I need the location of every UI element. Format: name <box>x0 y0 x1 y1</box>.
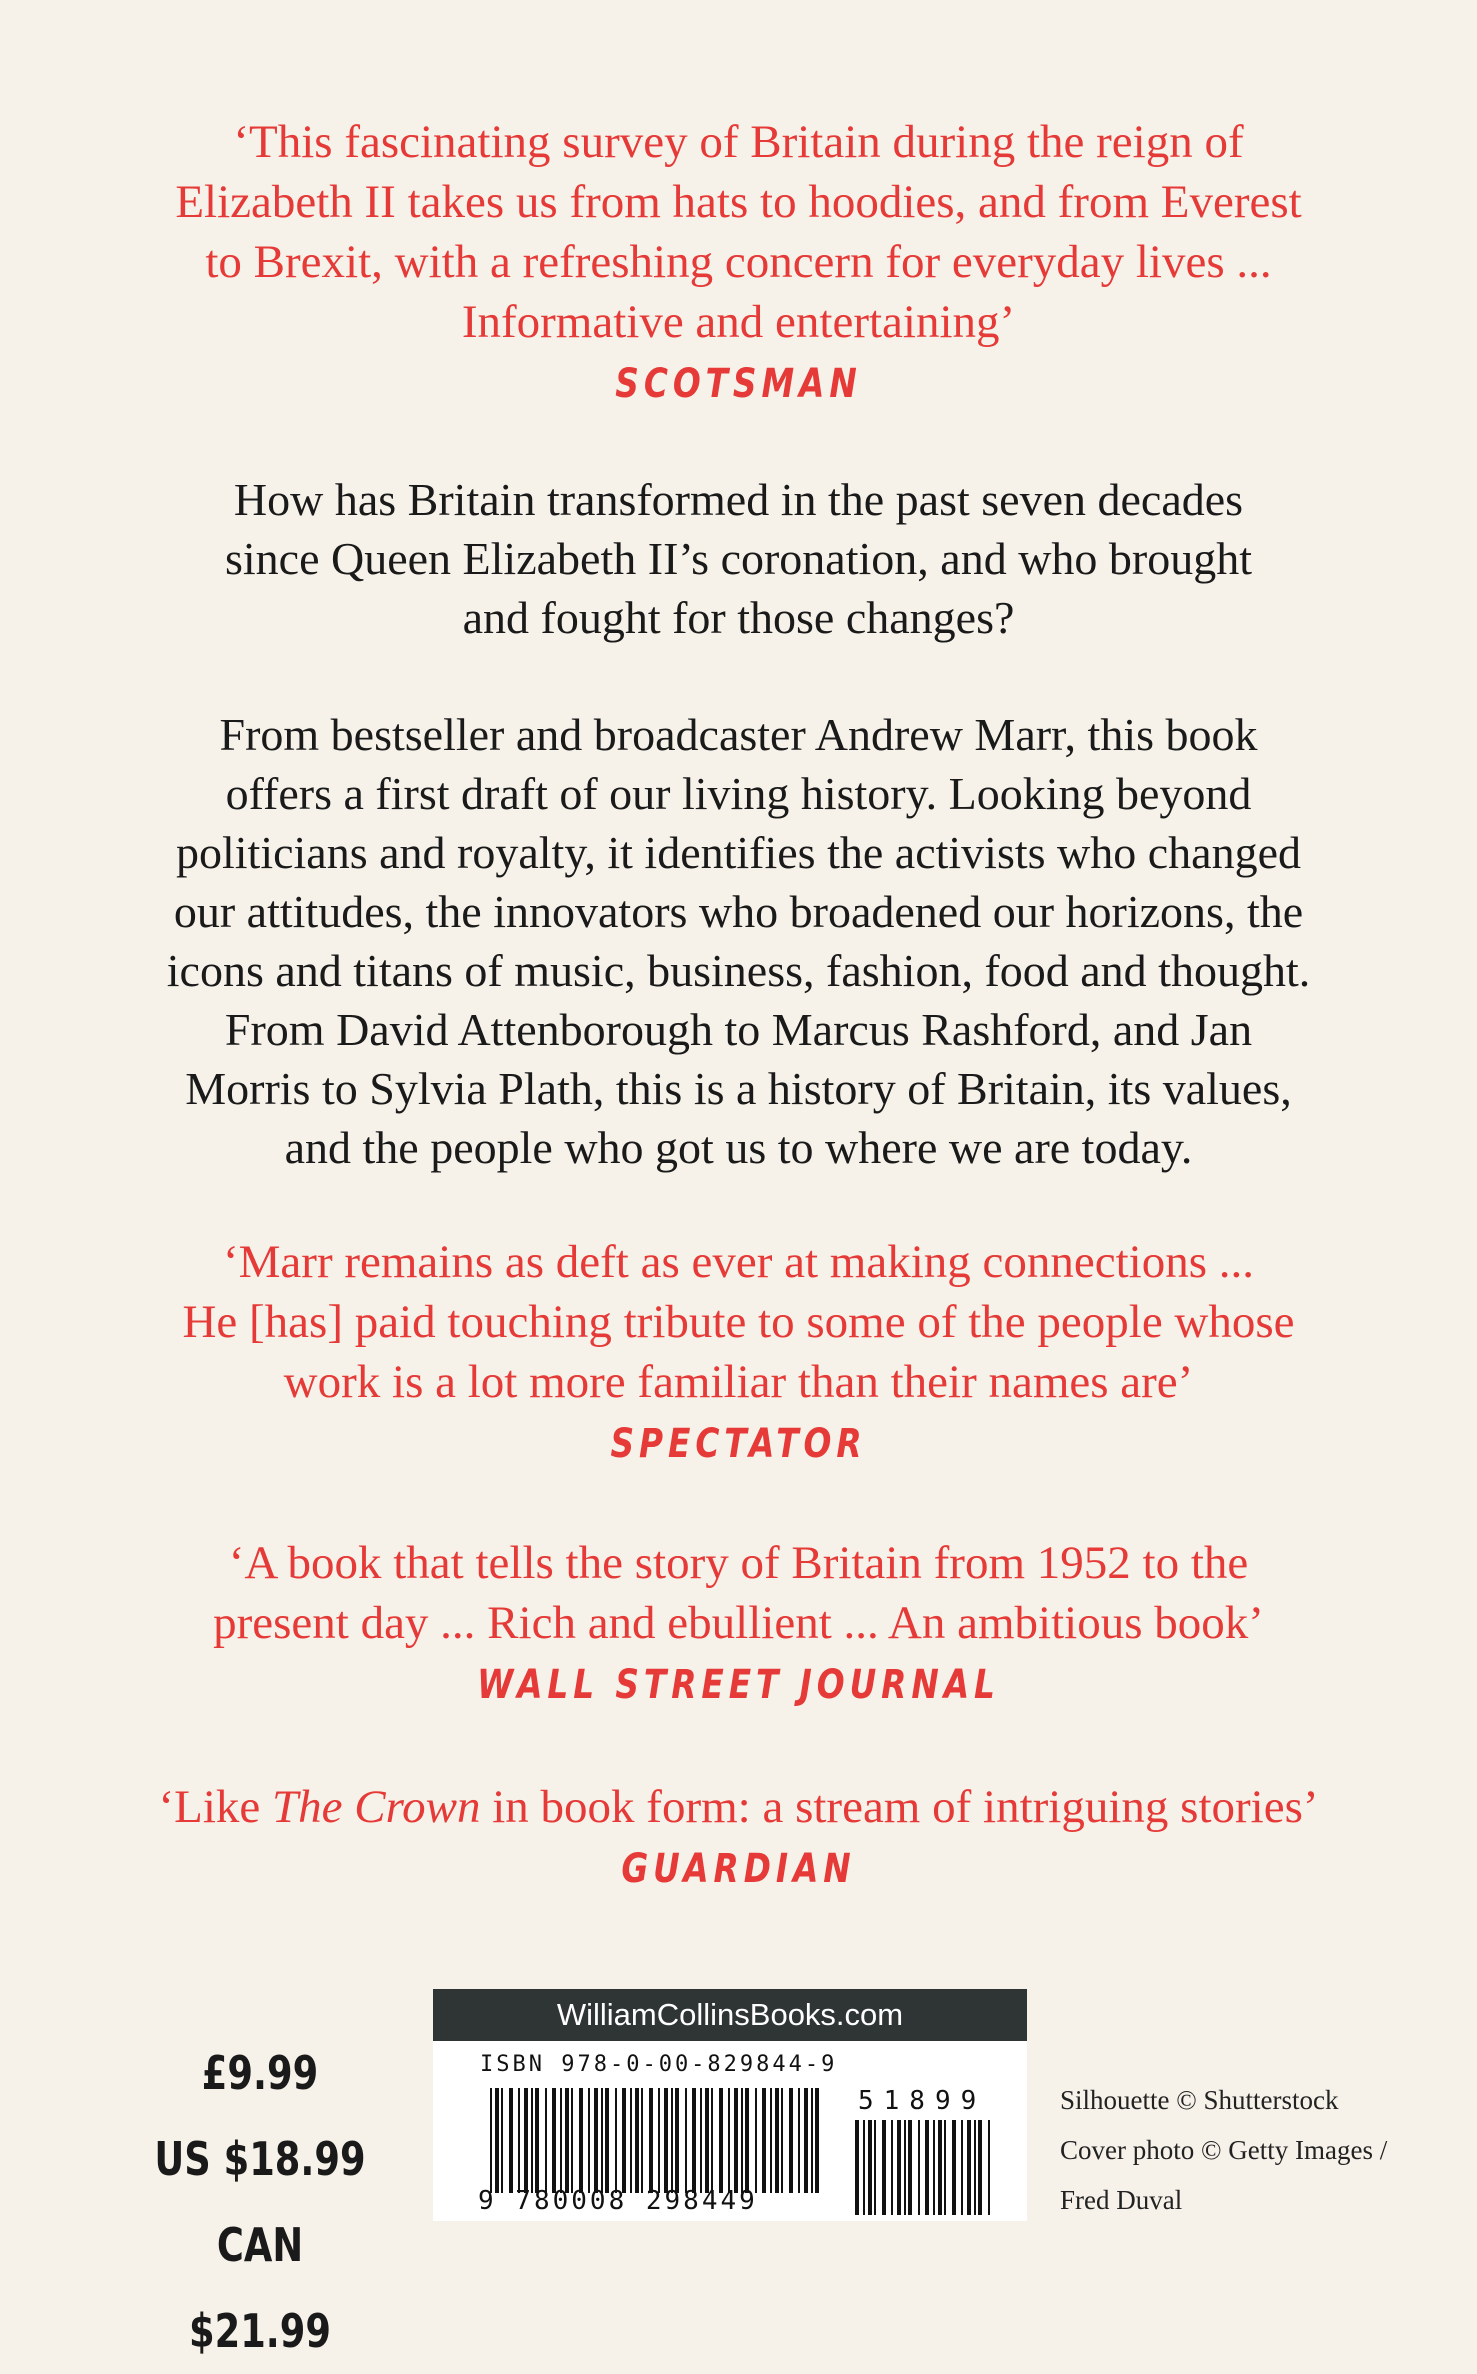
price-can: CAN $21.99 <box>188 2218 331 2358</box>
barcode-bar <box>918 2120 920 2215</box>
barcode-bar <box>755 2088 757 2193</box>
barcode-bar <box>601 2088 603 2193</box>
credit-line: Silhouette © Shutterstock <box>1060 2085 1339 2115</box>
barcode-bar <box>719 2088 723 2193</box>
barcode-bar <box>622 2088 626 2193</box>
barcode-icon <box>490 2088 820 2193</box>
barcode-bar <box>700 2088 702 2193</box>
barcode-bar <box>579 2088 583 2193</box>
barcode-bar <box>863 2120 865 2215</box>
barcode-bar <box>552 2088 556 2193</box>
blurb-paragraph-2 <box>0 705 1477 1177</box>
barcode-bar <box>775 2088 779 2193</box>
barcode-bar <box>692 2088 696 2193</box>
barcode-bar <box>524 2088 528 2193</box>
quote-line: to Brexit, with a refreshing concern for everyday lives ... <box>205 236 1272 288</box>
blurb-line: From David Attenborough to Marcus Rashford, and Jan <box>224 1004 1253 1055</box>
quote-line: present day ... Rich and ebullient ... An ambitious book’ <box>213 1597 1264 1649</box>
blurb-line: our attitudes, the innovators who broadened our horizons, the <box>173 886 1304 937</box>
quote-line <box>0 1777 1477 1837</box>
barcode-bar <box>658 2088 660 2193</box>
barcode-bar <box>944 2120 946 2215</box>
barcode-bar <box>635 2088 639 2193</box>
barcode-bar <box>664 2088 668 2193</box>
blurb-line: From bestseller and broadcaster Andrew Marr, this book <box>219 709 1258 760</box>
barcode-bar <box>781 2088 783 2193</box>
barcode-addon-digits: 51899 <box>858 2086 987 2116</box>
credit-line: Cover photo © Getty Images / <box>1060 2135 1388 2165</box>
barcode-bar <box>509 2088 513 2193</box>
barcode-bar <box>728 2088 730 2193</box>
quote-source: SCOTSMAN <box>615 361 862 407</box>
barcode-addon-icon <box>855 2120 995 2215</box>
barcode-bar <box>501 2088 503 2193</box>
blurb-line: Morris to Sylvia Plath, this is a history of Britain, its values, <box>185 1063 1292 1114</box>
barcode-bar <box>675 2088 679 2193</box>
barcode-bar <box>967 2120 971 2215</box>
barcode-bar <box>531 2088 533 2193</box>
barcode-bar <box>594 2088 598 2193</box>
barcode-bar <box>571 2088 573 2193</box>
barcode-bar <box>933 2120 935 2215</box>
blurb-paragraph-1 <box>0 470 1477 647</box>
barcode-bar <box>891 2120 893 2215</box>
barcode-bar <box>630 2088 632 2193</box>
quote-line: Informative and entertaining’ <box>461 296 1016 348</box>
barcode-bar <box>641 2088 643 2193</box>
quote-source: SPECTATOR <box>610 1421 867 1467</box>
barcode-bar <box>545 2088 547 2193</box>
blurb-line: since Queen Elizabeth II’s coronation, and who brought <box>224 533 1253 584</box>
barcode-bar <box>868 2120 872 2215</box>
barcode-bar <box>874 2120 876 2215</box>
blurb-line: How has Britain transformed in the past seven decades <box>233 474 1244 525</box>
barcode-bar <box>798 2088 800 2193</box>
barcode-bar <box>649 2088 653 2193</box>
barcode-bar <box>908 2120 912 2215</box>
barcode-bar <box>535 2088 539 2193</box>
quote-source: WALL STREET JOURNAL <box>477 1662 1000 1708</box>
barcode-bar <box>988 2120 990 2215</box>
barcode-bar <box>615 2088 617 2193</box>
barcode-bar <box>685 2088 687 2193</box>
barcode-bar <box>811 2088 813 2193</box>
quote-source: GUARDIAN <box>621 1846 856 1892</box>
barcode-bar <box>518 2088 520 2193</box>
quote-line: ‘Marr remains as deft as ever at making connections ... <box>222 1236 1255 1288</box>
barcode-bar <box>925 2120 929 2215</box>
barcode-bar <box>961 2120 963 2215</box>
quote-line: work is a lot more familiar than their names are’ <box>283 1356 1194 1408</box>
blurb-line: politicians and royalty, it identifies the activists who changed <box>175 827 1302 878</box>
barcode-bar <box>605 2088 609 2193</box>
quote-text: in book form: a stream of intriguing stories’ <box>480 1781 1319 1833</box>
price-uk: £9.99 <box>201 2046 319 2100</box>
review-quote-guardian <box>0 1777 1477 1899</box>
barcode-bar <box>882 2120 886 2215</box>
review-quote-wsj <box>0 1533 1477 1715</box>
barcode-bar <box>938 2120 942 2215</box>
barcode-bar <box>671 2088 673 2193</box>
barcode-bar <box>705 2088 709 2193</box>
barcode-bar <box>734 2088 738 2193</box>
review-quote-spectator <box>0 1232 1477 1474</box>
quote-text: ‘Like <box>158 1781 272 1833</box>
barcode-bar <box>804 2088 808 2193</box>
barcode-bar <box>952 2120 956 2215</box>
blurb-line: offers a first draft of our living history. Looking beyond <box>225 768 1252 819</box>
barcode-bar <box>560 2088 562 2193</box>
price-us: US $18.99 <box>154 2132 366 2186</box>
barcode-bar <box>588 2088 590 2193</box>
blurb-line: and fought for those changes? <box>462 592 1015 643</box>
barcode-bar <box>770 2088 772 2193</box>
isbn-text: ISBN 978-0-00-829844-9 <box>480 2052 838 2077</box>
barcode-bar <box>495 2088 499 2193</box>
barcode-bar <box>789 2088 793 2193</box>
barcode-bar <box>897 2120 901 2215</box>
credit-line: Fred Duval <box>1060 2185 1183 2215</box>
blurb-line: and the people who got us to where we are today. <box>284 1122 1193 1173</box>
barcode-bar <box>904 2120 906 2215</box>
quote-line: ‘This fascinating survey of Britain during the reign of <box>233 116 1244 168</box>
price-list <box>110 2030 410 2358</box>
barcode-bar <box>565 2088 569 2193</box>
barcode-bar <box>741 2088 743 2193</box>
review-quote-scotsman <box>0 112 1477 414</box>
barcode-bar <box>711 2088 713 2193</box>
blurb-line: icons and titans of music, business, fashion, food and thought. <box>166 945 1311 996</box>
barcode-bar <box>978 2120 982 2215</box>
barcode-bar <box>974 2120 976 2215</box>
barcode-bar <box>855 2120 859 2215</box>
quote-line: Elizabeth II takes us from hats to hoodies, and from Everest <box>175 176 1302 228</box>
barcode-digits: 9 780008 298449 <box>478 2186 758 2216</box>
publisher-website: WilliamCollinsBooks.com <box>433 1989 1027 2041</box>
barcode-bar <box>815 2088 819 2193</box>
quote-title-italic: The Crown <box>272 1781 481 1833</box>
quote-line: ‘A book that tells the story of Britain from 1952 to the <box>228 1537 1249 1589</box>
barcode-bar <box>490 2088 492 2193</box>
image-credits <box>1060 2075 1387 2225</box>
barcode-bar <box>762 2088 766 2193</box>
barcode-bar <box>745 2088 749 2193</box>
quote-line: He [has] paid touching tribute to some of the people whose <box>182 1296 1295 1348</box>
